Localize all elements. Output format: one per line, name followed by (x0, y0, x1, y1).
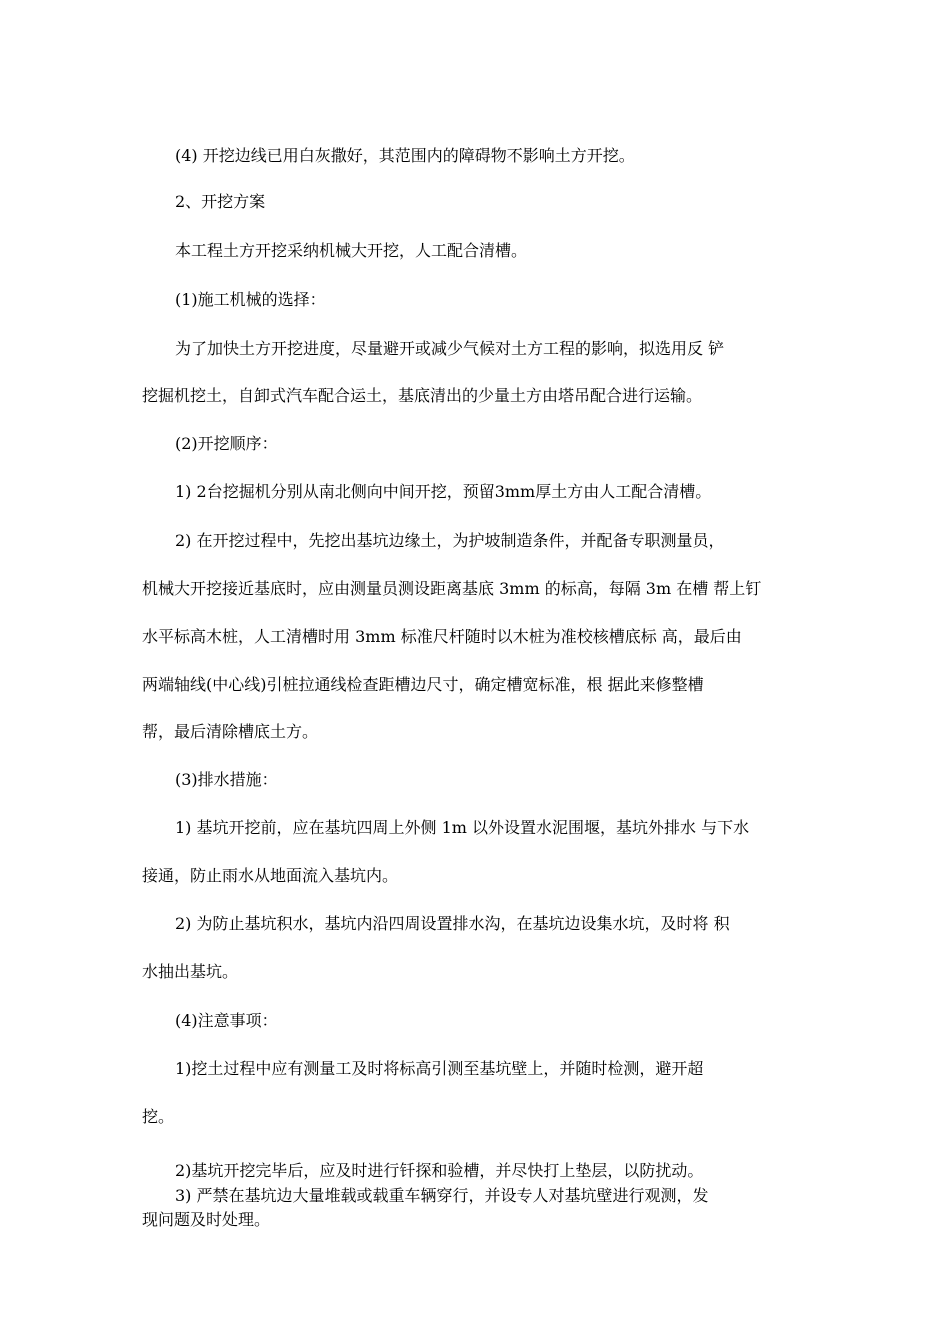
paragraph-line-20: 1)挖土过程中应有测量工及时将标高引测至基坑壁上，并随时检测，避开超 (175, 1059, 704, 1078)
section-heading: 2、开挖方案 (175, 192, 266, 211)
subheading-sequence: (2)开挖顺序： (175, 434, 278, 453)
paragraph-line-15: 1) 基坑开挖前，应在基坑四周上外侧 1m 以外设置水泥围堰，基坑外排水 与下水 (175, 818, 750, 837)
paragraph-line-1: (4) 开挖边线已用白灰撒好，其范围内的障碍物不影响土方开挖。 (175, 146, 635, 165)
paragraph-line-21: 挖。 (142, 1107, 175, 1126)
paragraph-line-6: 挖掘机挖土，自卸式汽车配合运土，基底清出的少量土方由塔吊配合进行运输。 (142, 386, 703, 405)
paragraph-line-17: 2) 为防止基坑积水，基坑内沿四周设置排水沟，在基坑边设集水坑，及时将 积 (175, 914, 730, 933)
paragraph-line-22: 2)基坑开挖完毕后，应及时进行钎探和验槽，并尽快打上垫层，以防扰动。 (175, 1161, 704, 1180)
paragraph-line-12: 两端轴线(中心线)引桩拉通线检查距槽边尺寸，确定槽宽标准，根 据此来修整槽 (142, 675, 704, 694)
paragraph-line-13: 帮，最后清除槽底土方。 (142, 722, 319, 741)
paragraph-line-5: 为了加快土方开挖进度，尽量避开或减少气候对土方工程的影响，拟选用反 铲 (175, 339, 725, 358)
subheading-machinery: (1)施工机械的选择： (175, 290, 326, 309)
paragraph-line-16: 接通，防止雨水从地面流入基坑内。 (142, 866, 399, 885)
paragraph-line-9: 2) 在开挖过程中，先挖出基坑边缘土，为护坡制造条件，并配备专职测量员， (175, 531, 725, 550)
paragraph-line-23: 3) 严禁在基坑边大量堆载或载重车辆穿行，并设专人对基坑壁进行观测，发 (175, 1186, 709, 1205)
paragraph-line-24: 现问题及时处理。 (142, 1210, 271, 1229)
paragraph-line-3: 本工程土方开挖采纳机械大开挖，人工配合清槽。 (175, 241, 528, 260)
paragraph-line-8: 1) 2台挖掘机分别从南北侧向中间开挖，预留3mm厚土方由人工配合清槽。 (175, 482, 712, 501)
paragraph-line-10: 机械大开挖接近基底时，应由测量员测设距离基底 3mm 的标高，每隔 3m 在槽 帮上钉 (142, 579, 762, 598)
subheading-notes: (4)注意事项： (175, 1011, 278, 1030)
paragraph-line-18: 水抽出基坑。 (142, 962, 239, 981)
subheading-drainage: (3)排水措施： (175, 770, 278, 789)
paragraph-line-11: 水平标高木桩，人工清槽时用 3mm 标准尺杆随时以木桩为准校核槽底标 高，最后由 (142, 627, 742, 646)
